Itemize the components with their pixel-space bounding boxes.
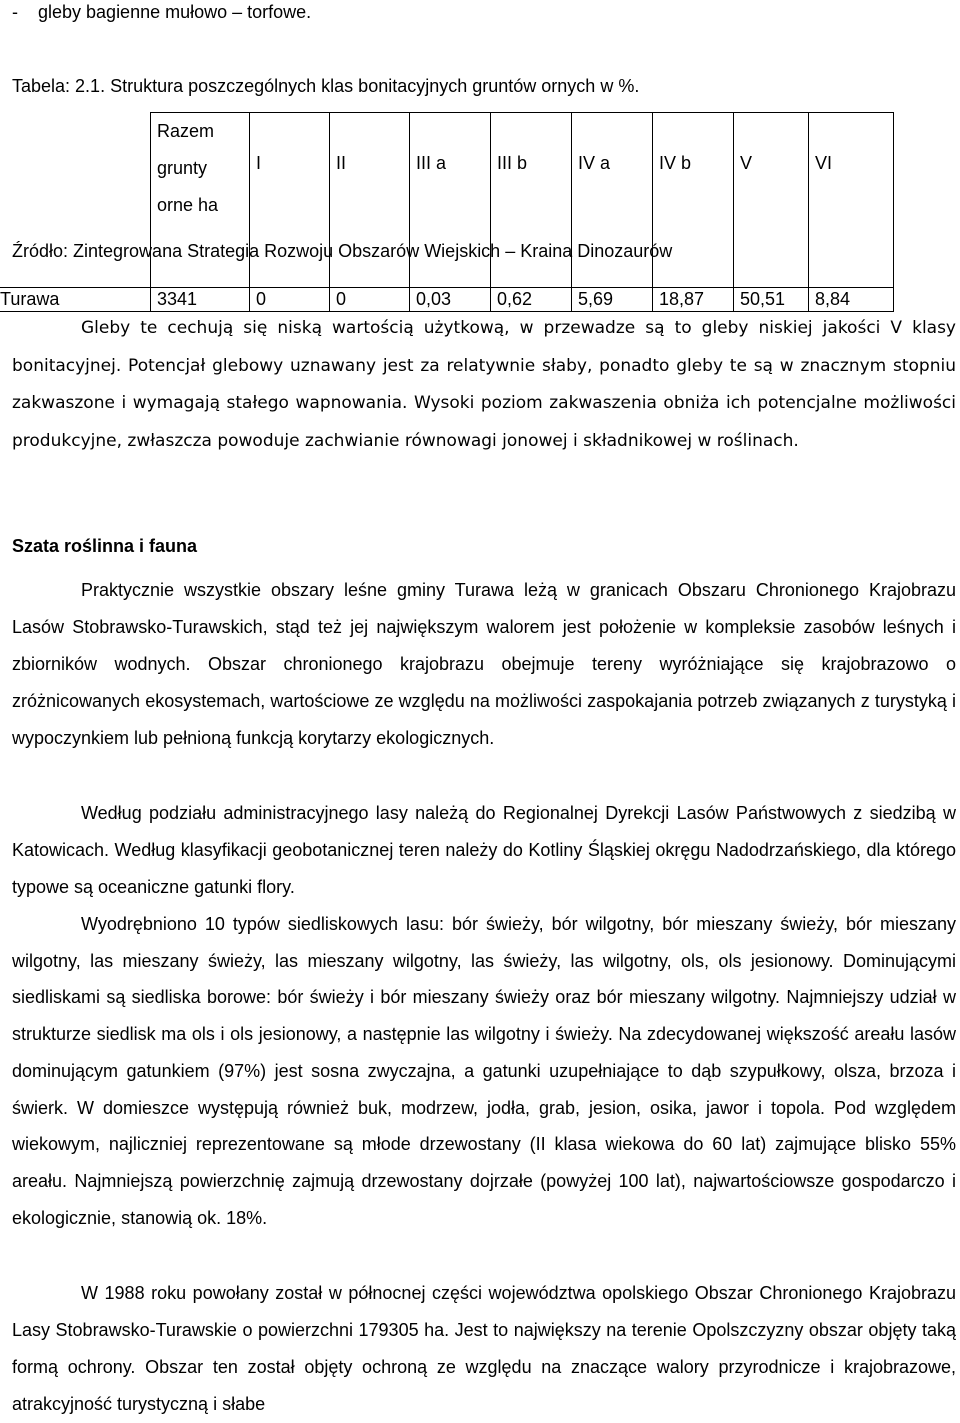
paragraph-protected-area: Praktycznie wszystkie obszary leśne gminy Turawa leżą w granicach Obszaru Chronionego Krajobrazu Lasów Stobrawsko-Turawskich, stąd też jej największym walorem jest położenie w kompleksie zasobów leśnych i zbiorników wodnych. Obszar chronionego krajobrazu obejmuje tereny wyróżniające się krajobrazowo o zróżnicowanych ekosystemach, wartościowe ze względu na możliwości zaspokajania potrzeb związanych z turystyką i wypoczynkiem lub pełnioną funkcją korytarzy ekologicznych. (12, 580, 956, 749)
row-value-cell: 8,84 (809, 288, 894, 312)
bonitation-table (0, 112, 894, 312)
header-class-II: II (330, 113, 410, 288)
header-total-line-1: Razem (157, 121, 215, 141)
paragraph-soil-quality: Gleby te cechują się niską wartością użytkową, w przewadze są to gleby niskiej jakości V klasy bonitacyjnej. Potencjał glebowy uznawany jest za relatywnie słaby, ponadto gleby te są w znacznym stopniu zakwaszone i wymagają stałego wapnowania. Wysoki poziom zakwaszenia obniża ich potencjalne możliwości produkcyjne, zwłaszcza powoduje zachwianie równowagi jonowej i składnikowej w roślinach. (12, 318, 956, 451)
row-total-cell: 3341 (151, 288, 250, 312)
header-class-IIIa: III a (410, 113, 491, 288)
row-value-cell: 0,03 (410, 288, 491, 312)
header-total-line-3: orne ha (157, 195, 219, 215)
row-value-cell: 18,87 (653, 288, 734, 312)
row-value-cell: 0 (250, 288, 330, 312)
header-class-IIIb: III b (491, 113, 572, 288)
header-total-line-2: grunty (157, 158, 208, 178)
row-value-cell: 5,69 (572, 288, 653, 312)
paragraph-habitat-types: Wyodrębniono 10 typów siedliskowych lasu: bór świeży, bór wilgotny, bór mieszany świeży, bór mieszany wilgotny, las mieszany świeży, las mieszany wilgotny, las świeży, las wilgotny, ols, ols jesionowy. Dominującymi siedliskami są siedliska borowe: bór świeży i bór mieszany świeży oraz bór mieszany wilgotny. Najmniejszy udział w strukturze siedlisk ma ols i ols jesionowy, a następnie las wilgotny i świeży. Na zdecydowanej większość areału lasów dominującym gatunkiem (97%) jest sosna zwyczajna, a gatunki uzupełniające to dąb szypułkowy, olsza, brzoza i świerk. W domieszce występują również buk, modrzew, jodła, grab, jesion, osika, jawor i topola. Pod względem wiekowym, najliczniej reprezentowane są młode drzewostany (II klasa wiekowa do 60 lat) zajmujące blisko 55% areału. Najmniejszą powierzchnię zajmują drzewostany dojrzałe (powyżej 100 lat), najwartościowsze gospodarczo i ekologicznie, stanowią ok. 18%. (12, 914, 956, 1228)
paragraph-administration: Według podziału administracyjnego lasy należą do Regionalnej Dyrekcji Lasów Państwowych z siedzibą w Katowicach. Według klasyfikacji geobotanicznej teren należy do Kotliny Śląskiej okręgu Nadodrzańskiego, dla którego typowe są oceaniczne gatunki flory. (12, 803, 956, 897)
row-value-cell: 0 (330, 288, 410, 312)
paragraph-history: W 1988 roku powołany został w północnej części województwa opolskiego Obszar Chronionego Krajobrazu Lasy Stobrawsko-Turawskie o powierzchni 179305 ha. Jest to największy na terenie Opolszczyzny obszar objęty taką formą ochrony. Obszar ten został objęty ochroną ze względu na znaczące walory przyrodnicze i krajobrazowe, atrakcyjność turystyczną i słabe (12, 1283, 956, 1414)
table-source: Źródło: Zintegrowana Strategia Rozwoju Obszarów Wiejskich – Kraina Dinozaurów (12, 241, 673, 261)
row-value-cell: 0,62 (491, 288, 572, 312)
table-row (0, 288, 894, 312)
row-name-cell: Turawa (0, 288, 151, 312)
intro-line: - gleby bagienne mułowo – torfowe. (12, 2, 312, 22)
header-class-VI: VI (809, 113, 894, 288)
header-class-IVa: IV a (572, 113, 653, 288)
row-value-cell: 50,51 (734, 288, 809, 312)
header-class-IVb: IV b (653, 113, 734, 288)
section-heading: Szata roślinna i fauna (12, 536, 198, 556)
table-caption: Tabela: 2.1. Struktura poszczególnych klas bonitacyjnych gruntów ornych w %. (12, 76, 640, 96)
header-class-I: I (250, 113, 330, 288)
header-class-V: V (734, 113, 809, 288)
